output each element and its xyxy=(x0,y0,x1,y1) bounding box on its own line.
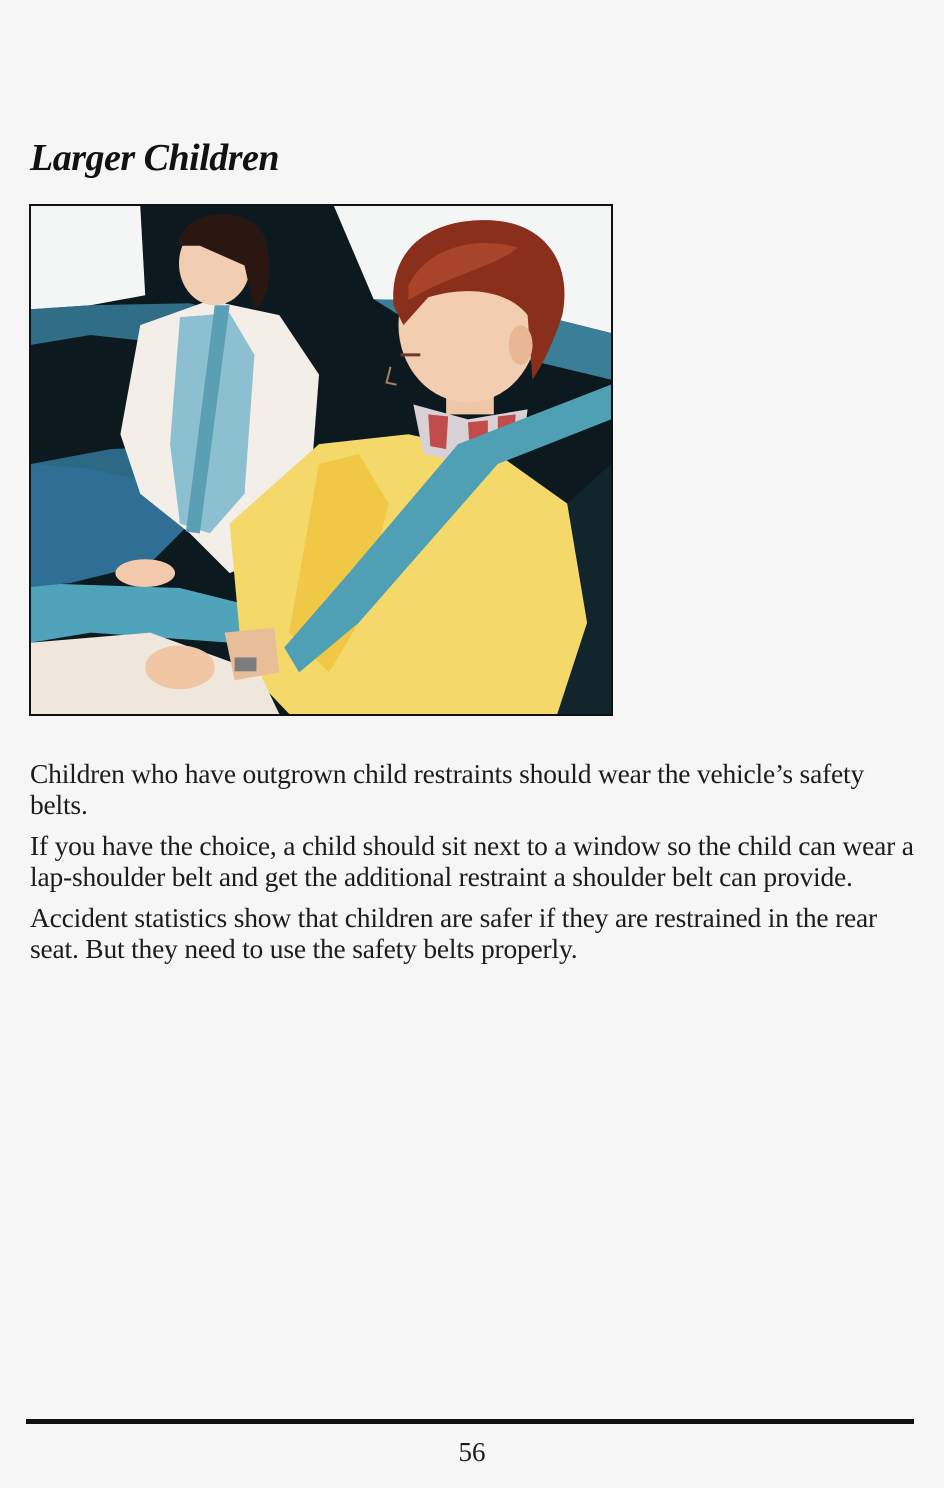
paragraph-window-seat: If you have the choice, a child should sit next to a window so the child can wear a lap-shoulder belt and get the additional restraint a shoulder belt can provide. xyxy=(30,830,914,892)
page-number: 56 xyxy=(458,1437,486,1467)
paragraph-accident-statistics: Accident statistics show that children are safer if they are restrained in the rear seat. But they need to use the safety belts properly. xyxy=(30,902,877,964)
body-text xyxy=(30,758,920,974)
footer-rule xyxy=(26,1419,914,1424)
section-title: Larger Children xyxy=(30,137,280,179)
paragraph-outgrown-restraints: Children who have outgrown child restraints should wear the vehicle’s safety belts. xyxy=(30,758,865,820)
illustration-drawing xyxy=(31,206,611,714)
illustration-children-seat-belts xyxy=(29,204,613,716)
